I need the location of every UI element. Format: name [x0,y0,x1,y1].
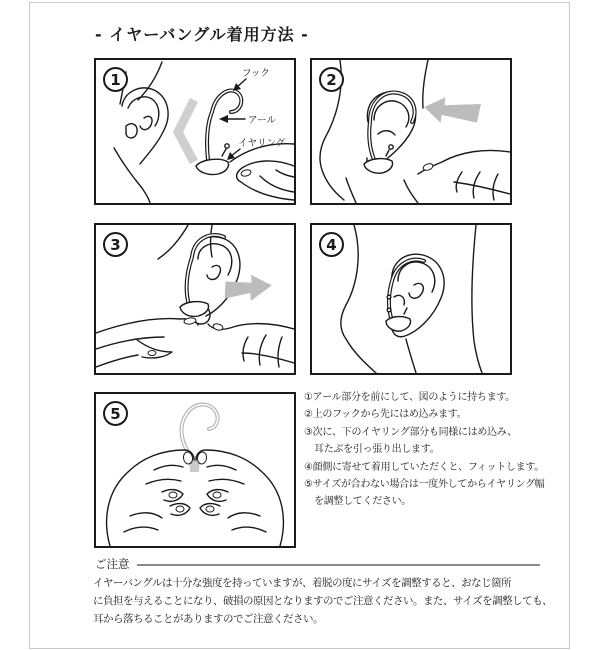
panel-step-1 [94,58,296,205]
left-arrow-icon [423,95,481,127]
instruction-line: ④顔側に寄せて着用していただくと、フィットします。 [304,461,544,473]
ear-with-hook-drawing [364,92,416,173]
step-number-badge: 5 [103,401,128,426]
instruction-line: ②上のフックから先にはめ込みます。 [304,409,467,421]
left-hand-drawing [107,450,194,546]
page-title: - イヤーバングル着用方法 - [95,25,309,44]
instruction-line-continuation: を調整してください。 [314,496,411,508]
face-drawing [341,225,482,373]
ear-with-bangle-drawing [386,254,444,336]
ear-with-bangle-drawing [158,225,240,324]
caution-text [93,574,553,628]
left-hand-drawing [96,317,198,367]
step-number-badge: 1 [103,67,128,92]
r-label: アール [248,115,277,126]
instruction-line: ①アール部分を前にして、図のように持ちます。 [304,392,515,403]
instruction-list [304,389,560,511]
earring-label: イヤリング [238,138,286,149]
hook-label: フック [242,68,270,79]
gray-chevron-icon [178,100,194,162]
panel-step-3 [94,223,296,375]
hand-drawing [230,144,294,200]
step-number-badge: 3 [103,232,128,257]
bangle-drawing [196,90,241,174]
panel-step-2 [310,58,512,205]
instruction-line: ③次に、下のイヤリング部分も同様にはめ込み、 [304,426,517,438]
right-arrow-icon [223,273,273,302]
step-number-badge: 4 [319,232,344,257]
instruction-line-continuation: 耳たぶを引っ張り出します。 [314,444,440,456]
caution-line: 耳から落ちることがありますのでご注意ください。 [93,613,323,625]
panel-step-5 [94,392,296,548]
caution-line: に負担を与えることになり、破損の原因となりますのでご注意ください。また、サイズを調整しても、 [93,595,553,607]
step-number-badge: 2 [319,67,344,92]
right-hand-drawing [196,450,283,546]
caution-line: イヤーバングルは十分な強度を持っていますが、着脱の度にサイズを調整すると、おなじ箇所 [93,577,512,589]
right-hand-drawing [208,323,294,367]
panel-step-4 [310,223,512,375]
instruction-line: ⑤サイズが合わない場合は一度外してからイヤリング幅 [304,479,545,491]
hand-drawing [418,150,510,200]
caution-divider [137,564,540,566]
caution-title: ご注意 [95,557,130,571]
